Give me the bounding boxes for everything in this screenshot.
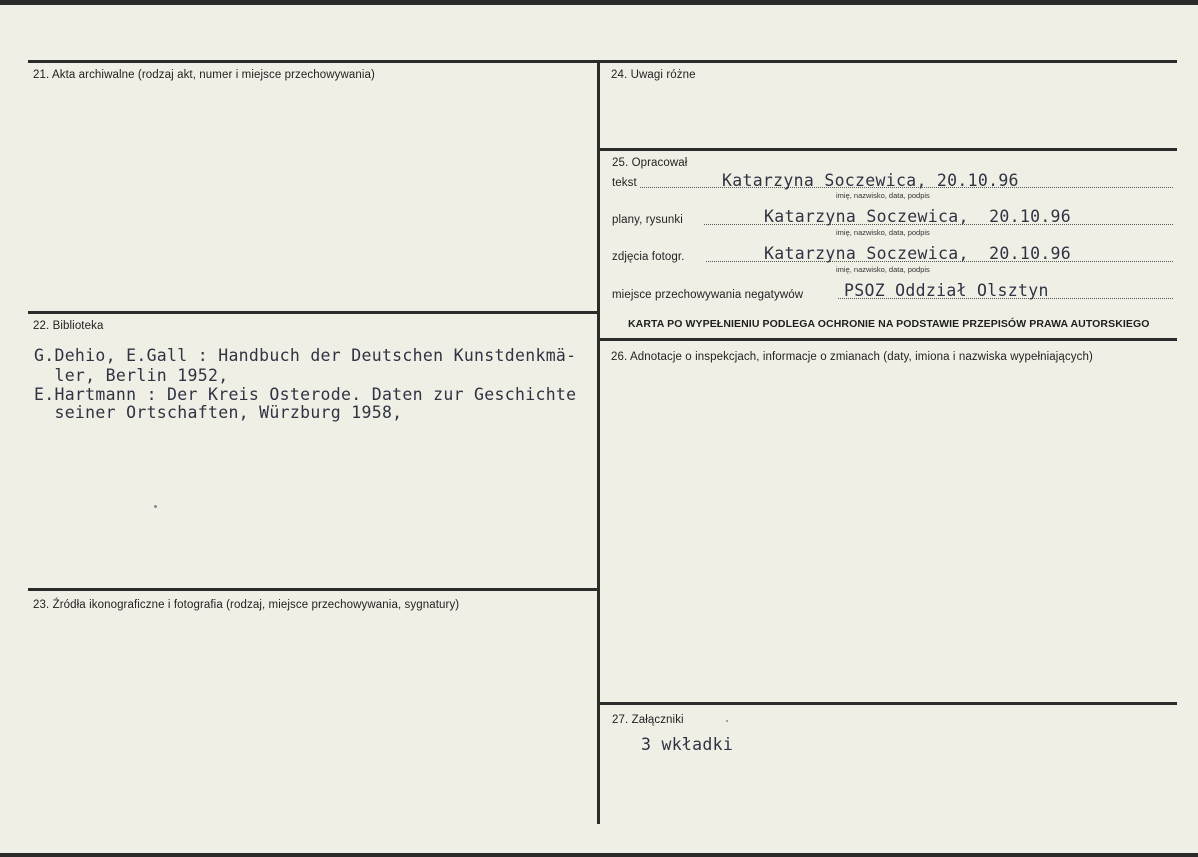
tekst-value: Katarzyna Soczewica, 20.10.96 — [722, 171, 1019, 190]
bibliography-line: seiner Ortschaften, Würzburg 1958, — [34, 403, 403, 422]
section-22-label: 22. Biblioteka — [33, 320, 104, 332]
attachments-value: 3 wkładki — [641, 735, 734, 754]
divider-26-27 — [598, 702, 1177, 705]
divider-22-23 — [28, 588, 598, 591]
section-27-label: 27. Załączniki — [612, 714, 684, 726]
plany-caption: imię, nazwisko, data, podpis — [836, 228, 930, 237]
tekst-label: tekst — [612, 177, 637, 189]
scan-bottom-edge — [0, 853, 1198, 857]
section-24-label: 24. Uwagi różne — [611, 69, 696, 81]
section-21-label: 21. Akta archiwalne (rodzaj akt, numer i miejsce przechowywania) — [33, 69, 375, 81]
top-rule — [28, 60, 1177, 63]
scan-speck — [726, 720, 728, 722]
divider-25-26 — [598, 338, 1177, 341]
section-23-label: 23. Źródła ikonograficzne i fotografia (rodzaj, miejsce przechowywania, sygnatury) — [33, 599, 460, 611]
center-divider — [597, 60, 600, 824]
section-25-label: 25. Opracował — [612, 157, 688, 169]
plany-value: Katarzyna Soczewica, 20.10.96 — [764, 207, 1072, 226]
section-26-label: 26. Adnotacje o inspekcjach, informacje o zmianach (daty, imiona i nazwiska wypełniających) — [611, 351, 1093, 363]
miejsce-value: PSOZ Oddział Olsztyn — [844, 281, 1049, 300]
scan-top-edge — [0, 0, 1198, 5]
zdjecia-value: Katarzyna Soczewica, 20.10.96 — [764, 244, 1072, 263]
divider-21-22 — [28, 311, 598, 314]
scan-speck — [154, 505, 157, 508]
bibliography-line: E.Hartmann : Der Kreis Osterode. Daten zur Geschichte — [34, 385, 577, 404]
zdjecia-label: zdjęcia fotogr. — [612, 251, 685, 263]
plany-label: plany, rysunki — [612, 214, 683, 226]
divider-24-25 — [598, 148, 1177, 151]
tekst-caption: imię, nazwisko, data, podpis — [836, 191, 930, 200]
bibliography-line: G.Dehio, E.Gall : Handbuch der Deutschen Kunstdenkmä- — [34, 346, 577, 365]
bibliography-line: ler, Berlin 1952, — [34, 366, 229, 385]
zdjecia-caption: imię, nazwisko, data, podpis — [836, 265, 930, 274]
miejsce-label: miejsce przechowywania negatywów — [612, 289, 804, 301]
copyright-notice: KARTA PO WYPEŁNIENIU PODLEGA OCHRONIE NA PODSTAWIE PRZEPISÓW PRAWA AUTORSKIEGO — [628, 318, 1150, 330]
